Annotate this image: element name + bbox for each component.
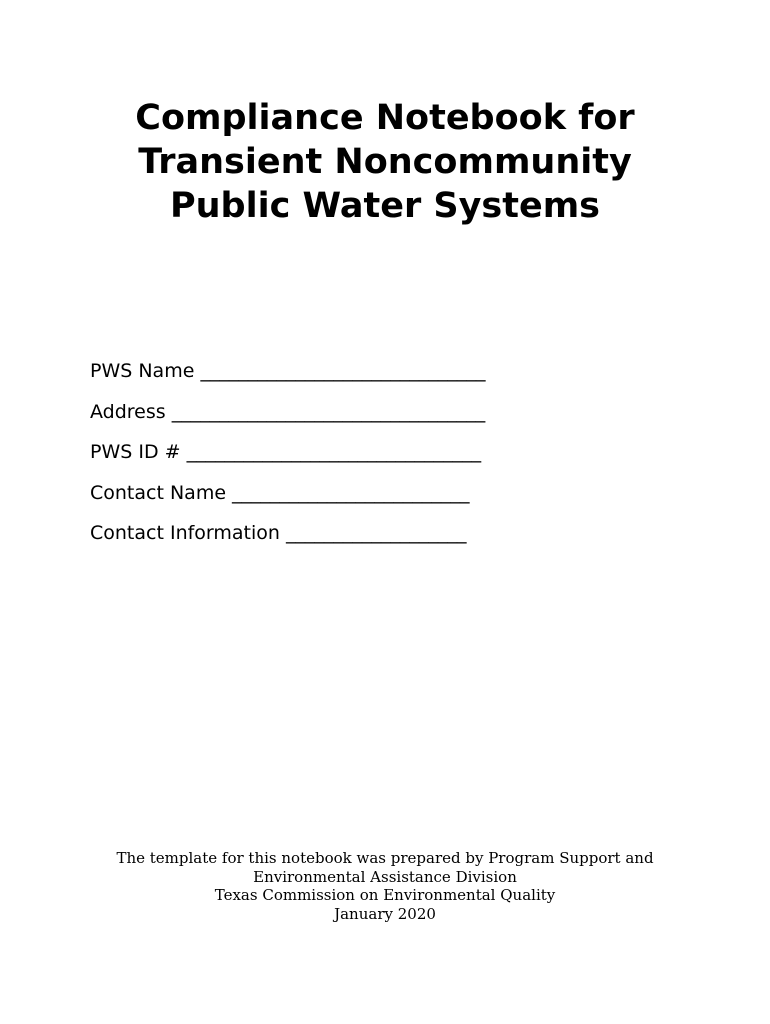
footer-line-1: The template for this notebook was prepared by Program Support and (116, 849, 654, 867)
pws-id-field: PWS ID # _______________________________ (90, 441, 482, 463)
form-fields (90, 356, 690, 559)
footer-line-3: Texas Commission on Environmental Quality (214, 886, 556, 904)
footer-date: January 2020 (334, 904, 436, 923)
footer-line-2: Environmental Assistance Division (253, 867, 517, 886)
contact-name-field: Contact Name _________________________ (90, 481, 470, 504)
title-line-1: Compliance Notebook for (135, 98, 635, 138)
document-footer (0, 849, 770, 923)
title-line-2: Transient Noncommunity (138, 142, 632, 182)
title-line-3: Public Water Systems (169, 186, 601, 226)
contact-information-field: Contact Information ___________________ (90, 522, 467, 544)
document-title (0, 96, 770, 228)
address-field: Address _________________________________ (90, 400, 486, 423)
pws-name-field: PWS Name ______________________________ (90, 360, 486, 382)
